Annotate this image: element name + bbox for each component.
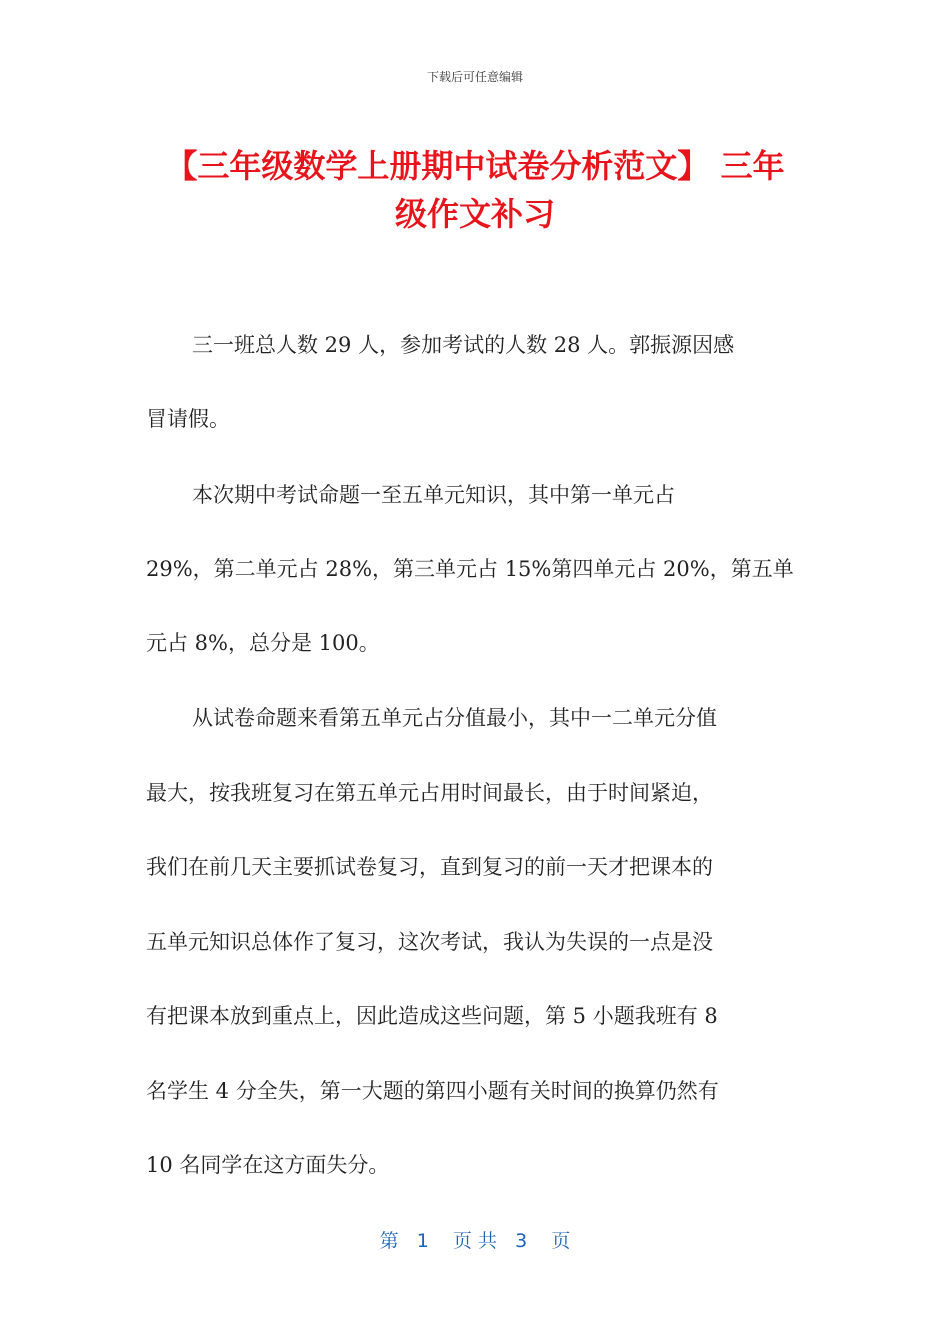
body-line: 本次期中考试命题一至五单元知识，其中第一单元占 (192, 483, 675, 507)
body-line: 名学生 4 分全失，第一大题的第四小题有关时间的换算仍然有 (146, 1079, 719, 1103)
body-line: 最大，按我班复习在第五单元占用时间最长，由于时间紧迫， (146, 781, 713, 805)
title-line-1: 【三年级数学上册期中试卷分析范文】 三年 (165, 147, 785, 185)
body-line: 元占 8%，总分是 100。 (146, 631, 380, 655)
body-line: 29%，第二单元占 28%，第三单元占 15%第四单元占 20%，第五单 (146, 557, 794, 581)
download-note: 下载后可任意编辑 (426, 70, 523, 84)
body-line: 我们在前几天主要抓试卷复习，直到复习的前一天才把课本的 (146, 855, 713, 879)
body-line: 五单元知识总体作了复习，这次考试，我认为失误的一点是没 (146, 930, 713, 954)
page-number: 第 1 页 共 3 页 (379, 1230, 571, 1252)
title-line-2: 级作文补习 (394, 195, 555, 233)
body-line: 10 名同学在这方面失分。 (146, 1153, 390, 1177)
body-line: 三一班总人数 29 人，参加考试的人数 28 人。郭振源因感 (192, 333, 735, 357)
document-title (140, 142, 810, 238)
body-line: 冒请假。 (146, 407, 230, 431)
body-line: 有把课本放到重点上，因此造成这些问题，第 5 小题我班有 8 (146, 1004, 718, 1028)
body-line: 从试卷命题来看第五单元占分值最小，其中一二单元分值 (192, 706, 717, 730)
